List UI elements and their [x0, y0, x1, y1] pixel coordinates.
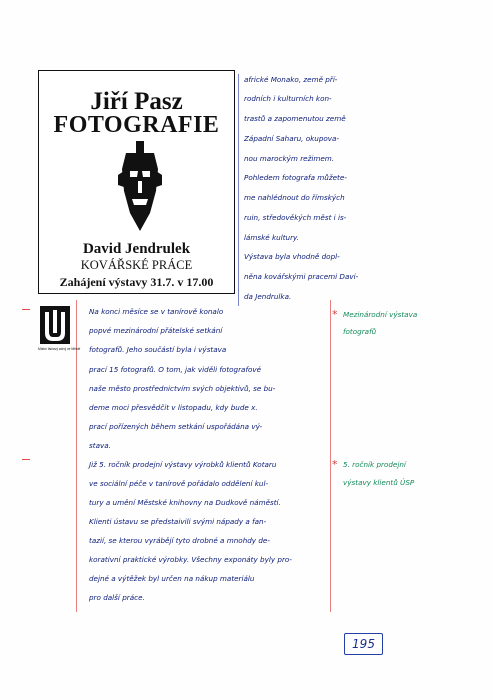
exhibition-poster [38, 70, 235, 294]
margin-note-line: Mezinárodní výstava [343, 310, 418, 319]
text-line: něna kovářskými pracemi Davi- [244, 272, 359, 281]
text-line: ve sociální péče v tanírově pořádalo oddělení kul- [89, 479, 269, 488]
margin-mark [22, 459, 30, 460]
right-margin-line [330, 300, 331, 612]
page-number: 195 [352, 637, 375, 651]
poster-title: FOTOGRAFIE [53, 112, 220, 138]
text-line: naše město prostřednictvím svých objektivů, se bu- [89, 384, 276, 393]
newspaper-logo [40, 306, 70, 344]
text-line: ruin, středověkých měst i is- [244, 213, 347, 222]
text-line: Na konci měsíce se v tanírově konalo [89, 307, 224, 316]
text-line: Pohledem fotografa můžete- [244, 173, 347, 182]
margin-note-line: výstavy klientů ÚSP [343, 478, 415, 487]
text-line: nou marockým režimem. [244, 154, 335, 163]
text-line: deme moci přesvědčit v listopadu, kdy bude x. [89, 403, 258, 412]
text-line: tury a umění Městské knihovny na Dudkově náměstí. [89, 498, 281, 507]
note-asterisk: * [332, 308, 338, 321]
page-number-box [344, 633, 383, 655]
text-line: pro další práce. [89, 593, 145, 602]
column-rule [238, 74, 239, 306]
african-mask-image [118, 141, 162, 233]
poster-artist-name: Jiří Pasz [90, 88, 183, 115]
text-line: korativní praktické výrobky. Všechny exponáty byly pro- [89, 555, 292, 564]
text-line: Západní Saharu, okupova- [244, 134, 340, 143]
text-line: tazií, se kterou vyrábějí tyto drobné a mnohdy de- [89, 536, 270, 545]
text-line: prací 15 fotografů. O tom, jak viděli fotografové [89, 365, 262, 374]
text-line: prací pořízených během setkání uspořádána vý- [89, 422, 263, 431]
poster-opening: Zahájení výstavy 31.7. v 17.00 [59, 275, 214, 289]
text-line: da Jendrulka. [244, 292, 292, 301]
poster-author: David Jendrulek [82, 241, 191, 257]
text-line: stava. [89, 441, 111, 450]
note-asterisk: * [332, 458, 338, 471]
margin-note-line: 5. ročník prodejní [343, 460, 406, 469]
text-line: me nahlédnout do římských [244, 193, 345, 202]
text-line: lámské kultury. [244, 233, 300, 242]
text-line: africké Monako, země pří- [244, 75, 338, 84]
text-line: popvé mezinárodní přátelské setkání [89, 326, 223, 335]
text-line: dejné a výtěžek byl určen na nákup materiálu [89, 574, 255, 583]
logo-caption: Místní tiskový zdroj ve Městě [38, 347, 81, 351]
text-line: trastů a zapomenutou země [244, 114, 346, 123]
text-line: Klienti ústavu se předstaivili svými nápady a fan- [89, 517, 267, 526]
text-line: Výstava byla vhodně dopl- [244, 252, 340, 261]
text-line: Již 5. ročník prodejní výstavy výrobků klientů Kotaru [89, 460, 277, 469]
text-line: rodních i kulturních kon- [244, 94, 332, 103]
text-line: fotografů. Jeho součástí byla i výstava [89, 345, 227, 354]
margin-mark [22, 309, 30, 310]
poster-venue: KOVÁŘSKÉ PRÁCE [80, 258, 193, 272]
margin-note-line: fotografů [343, 327, 377, 336]
